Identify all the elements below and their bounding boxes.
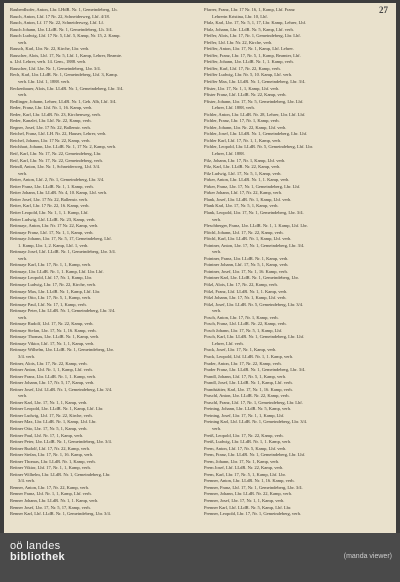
directory-entry: Pilz, Johann, Lbr. 17, Nr. 1, Kamp, Lhf. verh. bbox=[204, 157, 286, 163]
directory-entry: Pfeiffer Max, Lbr. LLdR. Nr. 1, Gemeindeberg, Lbr. 3/4. bbox=[204, 79, 306, 85]
directory-entry: Reitner, Alois, Lbr. 17, Nr. 22, Kamp, verh. bbox=[10, 360, 88, 366]
directory-entry: Reder, Franz, Lbr. Lhf. Nr. 1, 16. Kamp, verh. bbox=[10, 105, 93, 111]
directory-entry: Prader, Anton, Lbr. 17, Nr. 22, Kamp, verh. bbox=[204, 360, 282, 366]
logo-line-1: oö landes bbox=[10, 540, 61, 552]
directory-entry: Pfalz, Karl, Lbr. 17, Nr. 5, 1, 17, Lbr. Kamp, Lehrer, Lhf. bbox=[204, 20, 307, 26]
directory-entry: Reitmayr Peter, Lbr. LLdR. Nr. 1, Gemeindeberg, Lbr. 3/4. bbox=[10, 308, 116, 314]
directory-entry: Reitner Stefan, Lbr. 17, Nr. 1, 16. Kamp, verh. bbox=[10, 452, 94, 458]
directory-entry: Pfeiffer Ludwig, Lbr. Nr. 5, 10. Kamp, Lhf. verh. bbox=[204, 72, 293, 78]
directory-entry: Pfalz, Johann, Lbr. LLdR. Nr. 5, Kamp, Lhf. verh. bbox=[204, 26, 294, 32]
directory-entry: Prack, Leopold, Lhf. LLdR. Nr. 1, 1. Kamp, verh. bbox=[204, 353, 294, 359]
directory-entry: Pölzl, Franz, Lhf. LLdR. Nr. 1, 1. Kamp, verh. bbox=[204, 288, 288, 294]
directory-entry: verh. bbox=[18, 393, 28, 399]
directory-entry: Rauch, Anton, Lf. 17 Nr. 22, Schneiderweg, Lhf. Lf. bbox=[10, 20, 104, 26]
directory-entry: Reiter Josef, Lbr. 17 Nr. 22, Ballenstr. verh. bbox=[10, 196, 88, 202]
directory-entry: Reitmayr Max, Lbr. LLdR. Nr. 1, Kamp, Lhf. Lbr. bbox=[10, 288, 101, 294]
directory-entry: Pölzl, Josef, Lbr. LLdR. Nr. 5, Gemeindeberg, Lbr. 3/4. bbox=[204, 301, 304, 307]
directory-entry: Pfeiffer, Karl, Lhf. 17, Nr. 22, Kamp, verh. bbox=[204, 65, 281, 71]
directory-entry: Rauch Johann, Lbr. LLdR. Nr. 1, Gemeindeberg, Lh. 3/4. bbox=[10, 26, 113, 32]
directory-entry: Reiter Leopold, Lbr. Nr. 1, 1, 1. Kamp, Lhf. bbox=[10, 209, 89, 215]
directory-entry: Preining Karl, Lhf. LLdR. Nr. 1, Gemeindeberg, Lbr. 3/4. bbox=[204, 419, 308, 425]
directory-entry: Reitner Rudolf, Lhf. 17, Nr. 22, Kamp, verh. bbox=[10, 445, 90, 451]
directory-entry: Pointner Johann, Lhf. 17, Nr. 5, 1, Kamp, verh. bbox=[204, 262, 289, 268]
directory-entry: Prenner, Anton, Lbr. LLdR. Nr. 1, 16. Kamp, verh. bbox=[204, 478, 295, 484]
directory-entry: verh. bbox=[18, 39, 28, 45]
directory-entry: Praschl, Franz, Lhf. 17, Nr. 1, Gemeindeberg, Lbr. Lhf. bbox=[204, 399, 303, 405]
directory-entry: Prem, Johann, Lbr. 17, Nr. 1, Kamp, verh. bbox=[204, 458, 280, 464]
directory-entry: Reitner Thomas, Lbr. LLdR. Nr. 1, Kamp, verh. bbox=[10, 458, 96, 464]
directory-entry: Pölzl Johann, Lbr. 17, Nr. 1, Kamp, Lhf. verh. bbox=[204, 295, 287, 301]
directory-entry: Prem Josef, Lhf. LLdR. Nr. 22, Kamp, verh. bbox=[204, 465, 284, 471]
directory-entry: Reitner Franz, Lbr. LLdR. Nr. 1, 1. Kamp, verh. bbox=[10, 373, 96, 379]
directory-entry: Reitmayr Franz, Lhf. 17, Nr. 1, 1, Kamp, verh. bbox=[10, 229, 94, 235]
directory-entry: Preiß, Ludwig, Lbr. LLdR. Nr. 1, 1. Kamp, verh. bbox=[204, 439, 292, 445]
directory-entry: 1. Kamp, Lbr. 1, 2. Kamp, Lhf. 1, verh. bbox=[18, 242, 89, 248]
directory-entry: Pichler, Franz, Lbr. 17, Nr. 1, Kamp, verh. bbox=[204, 118, 280, 124]
directory-entry: Prader Franz, Lbr. LLdR. Nr. 1, Gemeindeberg, Lbr. 3/4. bbox=[204, 367, 306, 373]
page-number: 27 bbox=[379, 5, 388, 15]
viewer-brand-tag: (manda viewer) bbox=[343, 553, 392, 560]
directory-entry: Pölzl, Alois, Lbr. 17, Nr. 22, Kamp, verh. bbox=[204, 281, 278, 287]
directory-entry: Pfeiffer, Anton, Lbr. 17, Nr. 1, Kamp, Lhf. Lehrer. bbox=[204, 46, 294, 52]
directory-entry: Pirker Johann, Lhf. 17, Nr. 22, Kamp, verh. bbox=[204, 190, 282, 196]
directory-entry: Pfister, Lbr. 17, Nr. 1, 1, Kamp, Lhf. verh. bbox=[204, 85, 280, 91]
directory-entry: Lehrer, Lhf. 1888, verh. bbox=[212, 105, 255, 111]
directory-entry: Reiter, Anton, Lhf. 2, Nr. 1, Gemeindeberg, Lbr. 3/4. bbox=[10, 177, 105, 183]
directory-entry: Reitner Leopold, Lbr. LLdR. Nr. 1, Kamp, Lhf. Lbr. bbox=[10, 406, 104, 412]
directory-entry: Pirker, Franz, Lbr. 17, Nr. 1, Gemeindeberg, Lbr. Lhf. bbox=[204, 183, 301, 189]
directory-entry: Reitner Josef, Lhf. LLdR. Nr. 1, Gemeindeberg, Lbr. 3/4. bbox=[10, 386, 113, 392]
directory-entry: Prenner, Leopold, Lbr. 17, Nr. 1, Gemeindeberg, verh. bbox=[204, 511, 301, 517]
directory-entry: Lehrerin Kristina, Lbr. 10, Lhf. bbox=[212, 13, 268, 19]
directory-entry: Prem, Franz, Lbr. LLdR. Nr. 1, Gemeindeberg, Lbr. Lhf. bbox=[204, 452, 306, 458]
directory-entry: Prandstätter, Karl, Lbr. 17, Nr. 1, 16. Kamp, verh. bbox=[204, 386, 293, 392]
directory-entry: Reitmayr Otto, Lbr. 17, Nr. 5, 1, Kamp, verh. bbox=[10, 295, 91, 301]
directory-entry: Plank, Leopold, Lbr. 17, Nr. 1, Gemeindeberg, Lbr. 3/4. bbox=[204, 209, 304, 215]
directory-entry: Prenner, Josef, Lbr. 17, Nr. 1, 1, Kamp, verh. bbox=[204, 498, 285, 504]
directory-entry: 3/4. verh. bbox=[18, 478, 35, 484]
directory-entry: Plank Karl, Lbr. 17, Nr. 5, 1, Kamp, verh. bbox=[204, 203, 279, 209]
directory-entry: verh. Lbr. Lhf. 1, 1888. verh. bbox=[18, 79, 70, 85]
scanned-page bbox=[4, 3, 396, 533]
directory-entry: Reitmayr Thomas, Lbr. LLdR. Nr. 1, Kamp, verh. bbox=[10, 334, 100, 340]
directory-entry: Pichler, Josef, Lbr. LLdR. Nr. 1, Gemeindeberg, Lbr. Lhf. bbox=[204, 131, 308, 137]
directory-entry: Prenner, Franz, Lhf. 17, Nr. 1, Gemeindeberg, Lbr. 3/4. bbox=[204, 484, 303, 490]
directory-entry: Posch, Karl, Lbr. LLdR. Nr. 1, Gemeindeberg, Lbr. Lhf. bbox=[204, 334, 305, 340]
directory-entry: Reiter Johann, Lbr. LLdR. Nr. 4, 10. Kamp, Lhf. verh. bbox=[10, 190, 108, 196]
directory-entry: Posch, Anton, Lbr. 17, Nr. 1, Kamp, verh. bbox=[204, 314, 279, 320]
directory-entry: Reichel, Franz, Lhf. LH. Nr. 22, Hauser, Lehrer, verh. bbox=[10, 131, 107, 137]
directory-entry: verh. bbox=[18, 92, 28, 98]
directory-entry: Reichel, Johann, Lbr. 17 Nr. 22, Kamp, verh. bbox=[10, 137, 91, 143]
directory-entry: Pfarrer, Franz, Lbr. 17 Nr. 16, 1, Kamp, Lhf. Franz bbox=[204, 7, 295, 12]
directory-entry: Reitmayr Ludwig, Lbr. 17, Nr. 22, Kirche, verh. bbox=[10, 281, 96, 287]
directory-entry: Pfeiffer, Johann, Lbr. LLdR. Nr. 1, 1. Kamp, verh. bbox=[204, 59, 294, 65]
directory-entry: Prenner Karl, Lhf. LLdR. Nr. 5, Kamp, Lhf. Lbr. bbox=[204, 504, 292, 510]
directory-entry: Renner Josef, Lbr. 17, Nr. 5, 17, Kamp, verh. bbox=[10, 504, 91, 510]
directory-entry: Rauch, Anton, Lhf. 17 Nr. 22, Schneiderweg, Lhf. 4/18. bbox=[10, 13, 110, 19]
directory-entry: verh. bbox=[212, 426, 222, 431]
directory-entry: Reif, Karl, Lbr. Nr. 17, Nr. 22, Gemeindeberg, Lbr. bbox=[10, 151, 102, 157]
directory-entry: Reitner Johann, Lbr. 17, Nr. 5, 17, Kamp, verh. bbox=[10, 380, 95, 386]
directory-entry: Reitmayr Stefan, Lbr. 17, Nr. 1, 16. Kamp, verh. bbox=[10, 327, 97, 333]
directory-entry: Prem, Karl, Lbr. 17, Nr. 5, 1, Kamp, Lhf. Lbr. bbox=[204, 471, 286, 477]
directory-entry: Reitmayr Wilhelm, Lbr. LLdR. Nr. 1, Gemeindeberg, Lbr. bbox=[10, 347, 114, 353]
library-logo[interactable] bbox=[10, 541, 65, 563]
directory-entry: Reif, Karl, Lbr. Nr. 17, Nr. 22, Gemeindeberg, verh. bbox=[10, 157, 103, 163]
directory-entry: Reder, Karl, Lbr. LLdR. Nr. 23, Kirchenweg, verh. bbox=[10, 111, 101, 117]
left-column bbox=[10, 7, 200, 518]
directory-entry: Reitmayr Josef, Lhf. LLdR. Nr. 1, Gemeindeberg, Lbr. 3/4. bbox=[10, 249, 116, 255]
directory-entry: Reitmayr Karl, Lbr. 17, Nr. 1, 1, Kamp, verh. bbox=[10, 262, 91, 268]
directory-entry: Posch Johann, Lbr. 17, Nr. 5, 1, Kamp, Lhf. bbox=[204, 327, 283, 333]
directory-entry: verh. bbox=[212, 308, 222, 314]
directory-entry: Pichler, Johann, Lbr. Nr. 22, Kamp, Lhf. verh. bbox=[204, 124, 287, 130]
directory-entry: Reitner Otto, Lbr. 17, Nr. 5, 1, Kamp, verh. bbox=[10, 426, 88, 431]
directory-entry: verh. bbox=[18, 314, 28, 320]
directory-entry: Renner Karl, Lhf. LLdR. Nr. 1, Gemeindeberg, Lbr. 3/4. bbox=[10, 511, 111, 517]
directory-entry: Rausch, Karl, Lbr. Nr. 22, Kirche, Lbr. verh. bbox=[10, 46, 90, 52]
directory-entry: Praschl, Anton, Lbr. LLdR. Nr. 22, Kamp, verh. bbox=[204, 393, 290, 399]
directory-entry: Pointner Karl, Lbr. LLdR. Nr. 1, Gemeindeberg, Lbr. bbox=[204, 275, 299, 281]
directory-entry: Reitner Max, Lbr. LLdR. Nr. 1, Kamp, Lhf. Lbr. bbox=[10, 419, 97, 425]
directory-entry: Pointner, Josef, Lbr. 17, Nr. 1, 16. Kamp, verh. bbox=[204, 268, 288, 274]
directory-entry: Reder, Kanzlei, Lbr. Lhf. Nr. 22, Kamp, verh. bbox=[10, 118, 92, 124]
directory-entry: verh. bbox=[18, 170, 28, 176]
directory-entry: Reitmayr Paul, Lhf. Nr. 17, 1, Kamp, verh. bbox=[10, 301, 87, 307]
directory-entry: Reitner Paul, Lhf. Nr. 17, 1, Kamp, verh. bbox=[10, 432, 84, 438]
directory-entry: Lehrer, Lhf. verh. bbox=[212, 340, 244, 346]
directory-entry: Regner, Josef, Lbr. 17 Nr. 22, Ballenstr. verh. bbox=[10, 124, 91, 130]
directory-entry: Reiter Franz, Lbr. LLdR. Nr. 1, 1. Kamp, verh. bbox=[10, 183, 94, 189]
directory-entry: Preining, Josef, Lbr. 17, Nr. 1, 1, Kamp, Lhf. bbox=[204, 412, 285, 418]
directory-entry: Prack, Josef, Lbr. 17, Nr. 1, Kamp, verh. bbox=[204, 347, 277, 353]
directory-entry: Plöchl, Johann, Lhf. 17, Nr. 22, Kamp, verh. bbox=[204, 229, 284, 235]
directory-entry: Reitner Peter, Lbr. LLdR. Nr. 1, Gemeindeberg, Lbr. 3/4. bbox=[10, 439, 112, 445]
directory-entry: Reiter, Karl, Lbr. 17 Nr. 22, 16. Kamp, verh. bbox=[10, 203, 90, 209]
directory-entry: Pfister, Johann, Lbr. 17, Nr. 5, Gemeindeberg, Lbr. Lhf. bbox=[204, 98, 304, 104]
directory-entry: Rauch Ludwig, Lhf. 17 Nr. 5, Lhf. 5, Kamp, Nr. 15, 2. Kamp. bbox=[10, 33, 121, 39]
viewer-footer bbox=[0, 533, 400, 582]
directory-entry: Reitmayr, Anton, Lbr. Nr. 17 Nr. 22, Kamp, verh. bbox=[10, 223, 99, 229]
directory-entry: Redlinger, Johann, Lehrer, LLdR. Nr. 1, Geb. Alb, Lhf. 3/4. bbox=[10, 98, 117, 104]
directory-entry: u. Lhf. Lehrer, verh. 14. Gem., 1888. verh. bbox=[10, 59, 87, 65]
directory-entry: Reitner Anton, Lhf. Nr. 1, 1, Kamp, Lhf. verh. bbox=[10, 367, 93, 373]
directory-entry: Reitner Wilhelm, Lbr. LLdR. Nr. 1, Gemeindeberg, Lbr. bbox=[10, 471, 111, 477]
directory-entry: Reitmayr Leopold, Lhf. 17, Nr. 1, Kamp, Lbr. bbox=[10, 275, 93, 281]
directory-entry: Lehrer, Lhf. 1888. bbox=[212, 151, 245, 157]
directory-entry: Reckenbauer, Alois, Lbr. LLdR. Nr. 1, Gemeindeberg, Lbr. 3/4. bbox=[10, 85, 124, 91]
directory-entry: Pleschberger, Franz, Lbr. LLdR. Nr. 1, 1. Kamp, Lhf. Lbr. bbox=[204, 223, 308, 229]
directory-entry: Reitmayr Johann, Lbr. 17, Nr. 5, 17, Gemeindeberg, Lhf. bbox=[10, 236, 112, 242]
directory-entry: Reitner Ludwig, Lhf. 17, Nr. 22, Kirche, verh. bbox=[10, 412, 93, 418]
directory-entry: verh. bbox=[212, 249, 222, 255]
directory-entry: Plank, Josef, Lbr. LLdR. Nr. 1, Kamp, Lhf. verh. bbox=[204, 196, 292, 202]
directory-entry: Preining, Johann, Lbr. LLdR. Nr. 5, Kamp, verh. bbox=[204, 406, 292, 412]
directory-entry: Reiter Ludwig, Lhf. LLdR. Nr. 23, Kamp, verh. bbox=[10, 216, 96, 222]
directory-entry: Plöchl, Karl, Lbr. LLdR. Nr. 1, Kamp, Lhf. verh. bbox=[204, 236, 292, 242]
directory-entry: Pichler, Anton, Lbr. LLdR. Nr. 28, Lehrer, Lbr. Lhf. Lhf. bbox=[204, 111, 306, 117]
directory-entry: Pfeffer, Alois, Lbr. 17, Nr. 1, Gemeindeberg, Lbr. Lhf. bbox=[204, 33, 301, 39]
directory-entry: Pointner, Franz, Lbr. LLdR. Nr. 1, Kamp, verh. bbox=[204, 255, 289, 261]
directory-entry: Reichhart, Johann, Lbr. LLdR. Nr. 1, 17 Nr. 2, Kamp, verh. bbox=[10, 144, 117, 150]
directory-entry: Rauscher, Alois, Lhf. 17, Nr. 5, Lhf. 1, Kamp, Lehrer, Beamte. bbox=[10, 52, 122, 58]
directory-entry: Pfeiffer, Franz, Lbr. 17, Nr. 5, 1, Kamp, Beamter, Lhf. bbox=[204, 52, 301, 58]
directory-entry: Reitner Viktor, Lhf. 17, Nr. 1, 1, Kamp, verh. bbox=[10, 465, 91, 471]
directory-entry: Renner Johann, Lbr. LLdR. Nr. 1, 1. Kamp, verh. bbox=[10, 498, 99, 504]
directory-entry: Pichler Karl, Lhf. 17, Nr. 1, 1, Kamp, verh. bbox=[204, 137, 282, 143]
directory-entry: verh. bbox=[18, 255, 28, 261]
directory-entry: Pirker, Anton, Lbr. LLdR. Nr. 1, 1. Kamp, verh. bbox=[204, 177, 290, 183]
directory-entry: 3/4. verh. bbox=[18, 353, 35, 359]
directory-entry: Pilz, Karl, Lbr. LLdR. Nr. 22, Kamp, verh. bbox=[204, 164, 281, 170]
directory-entry: Renner Franz, Lhf. Nr. 1, 1, Kamp, Lhf. verh. bbox=[10, 491, 92, 497]
directory-entry: Renner, Anton, Lbr. 17, Nr. 22, Kamp, verh. bbox=[10, 484, 89, 490]
directory-entry: Prandl, Josef, Lbr. LLdR. Nr. 1, Kamp, Lhf. verh. bbox=[204, 380, 293, 386]
directory-entry: Rauscher, Lhf. Lbr. Nr. 1, Gemeindeberg, Lbr. 3/4. bbox=[10, 65, 101, 71]
directory-entry: Reitmayr, Lbr. LLdR. Nr. 1, 1. Kamp, Lhf. Lbr. Lhf. bbox=[10, 268, 104, 274]
directory-entry: Rech, Karl, Lbr. LLdR. Nr. 1, Gemeindeberg, Lhf. 3, Kamp. bbox=[10, 72, 118, 78]
directory-entry: Reitner Karl, Lbr. 17, Nr. 1, 1, Kamp, verh. bbox=[10, 399, 88, 405]
directory-entry: verh. bbox=[212, 216, 222, 222]
directory-entry: Reitmayr Viktor, Lhf. 17, Nr. 1, 1, Kamp, verh. bbox=[10, 340, 95, 346]
directory-entry: Pointner, Anton, Lbr. 17, Nr. 1, Gemeindeberg, Lbr. 3/4. bbox=[204, 242, 305, 248]
directory-entry: Prandl, Johann, Lhf. 17, Nr. 5, 1, Kamp, verh. bbox=[204, 373, 287, 379]
directory-entry: Pfister Franz, Lhf. LLdR. Nr. 22, Kamp, verh. bbox=[204, 92, 287, 98]
directory-entry: Reindl, Anton, Lbr. Nr. 1, Schneiderweg, Lhf. 3/4. bbox=[10, 164, 101, 170]
directory-entry: Reitmayr Rudolf, Lhf. 17, Nr. 22, Kamp, verh. bbox=[10, 321, 94, 327]
directory-entry: Rauberdhofer, Anton, Lbr. LHdR. Nr. 1, Gemeindeberg, Lh. bbox=[10, 7, 118, 12]
directory-entry: Prenner, Johann, Lbr. LLdR. Nr. 22, Kamp, verh. bbox=[204, 491, 292, 497]
directory-entry: Prem, Anton, Lhf. 17, Nr. 5, Kamp, Lhf. verh. bbox=[204, 445, 287, 451]
right-column bbox=[204, 7, 394, 518]
directory-entry: Preiß, Leopold, Lbr. 17, Nr. 22, Kamp, verh. bbox=[204, 432, 284, 438]
logo-line-2: bibliothek bbox=[10, 551, 65, 563]
directory-entry: Posch, Franz, Lhf. LLdR. Nr. 22, Kamp, verh. bbox=[204, 321, 287, 327]
directory-entry: Pilz Ludwig, Lhf. 17, Nr. 5, 1, Kamp, verh. bbox=[204, 170, 282, 176]
directory-entry: Pfeffer, Lhf. Lbr. Nr. 22, Kirche, verh. bbox=[204, 39, 273, 45]
directory-entry: Pichler, Leopold, Lbr. LLdR. Nr. 5, Gemeindeberg, Lhf. Lbr. bbox=[204, 144, 313, 150]
